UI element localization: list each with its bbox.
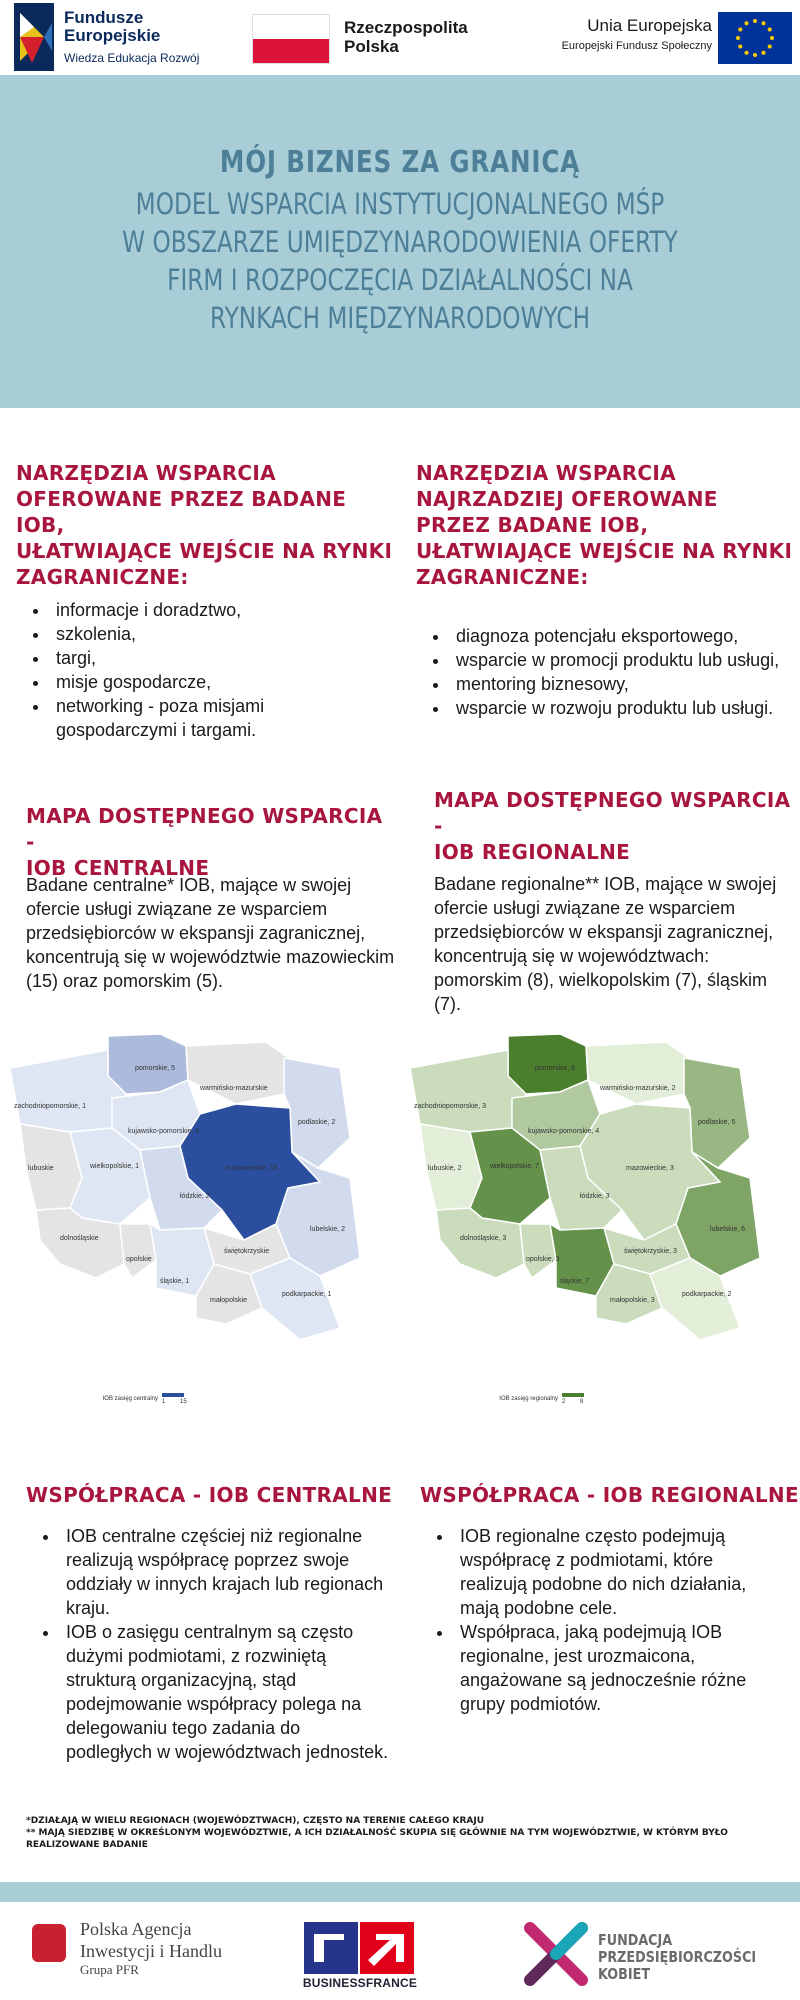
legend-max: 15: [180, 1399, 187, 1405]
tools-rare-list: [430, 624, 800, 720]
region-label: opolskie, 3: [526, 1256, 560, 1263]
list-item: • mentoring biznesowy,: [450, 672, 800, 696]
eu-star-icon: [738, 45, 742, 49]
region-label: podlaskie, 2: [298, 1119, 336, 1126]
businessfrance-name: BUSINESSFRANCE: [302, 1976, 418, 1990]
eu-star-icon: [745, 51, 749, 55]
region-label: opolskie: [126, 1256, 152, 1263]
region-label: zachodniopomorskie, 3: [414, 1103, 486, 1110]
ue-fund: Europejski Fundusz Społeczny: [561, 40, 712, 52]
businessfrance-logo: [300, 1918, 420, 1990]
region-label: śląskie, 1: [160, 1278, 190, 1285]
legend-bar: [162, 1393, 184, 1397]
region-label: zachodniopomorskie, 1: [14, 1103, 86, 1110]
region-label: łódzkie, 3: [580, 1193, 610, 1200]
footnotes: [26, 1815, 766, 1851]
region-label: wielkopolskie, 7: [490, 1163, 540, 1170]
region-label: małopolskie: [210, 1297, 247, 1304]
tools-offered-title: NARZĘDZIA WSPARCIA OFEROWANE PRZEZ BADANE IOB, UŁATWIAJĄCE WEJŚCIE NA RYNKI ZAGRANICZNE:: [16, 461, 393, 589]
list-item: • misje gospodarcze,: [50, 670, 370, 694]
ue-name: Unia Europejska: [587, 16, 712, 35]
fundacja-name: FUNDACJA PRZEDSIĘBIORCZOŚCI KOBIET: [598, 1931, 757, 1983]
region-label: warmińsko-mazurskie, 2: [600, 1085, 676, 1092]
region-label: dolnośląskie, 3: [460, 1235, 507, 1242]
region-label: śląskie, 7: [560, 1278, 590, 1285]
map-central: [0, 1028, 400, 1414]
eu-star-icon: [736, 36, 740, 40]
eu-star-icon: [753, 19, 757, 23]
eu-flag-icon: [718, 12, 792, 64]
page-title: MÓJ BIZNES ZA GRANICĄ: [219, 145, 581, 180]
eu-star-icon: [753, 53, 757, 57]
region-zachodniopomorskie: [10, 1050, 126, 1132]
paih-mark-icon: [32, 1924, 66, 1962]
coop-central-list: [40, 1524, 390, 1764]
fundacja-logo: [520, 1918, 780, 1990]
eu-star-icon: [745, 21, 749, 25]
list-item: • szkolenia,: [50, 622, 370, 646]
region-label: kujawsko-pomorskie, 1: [128, 1128, 200, 1135]
map-regional-description: Badane regionalne** IOB, mające w swojej ofercie usługi związane ze wsparciem przedsiębiorców w ekspansji zagranicznej, koncentrują się w województwach: pomorskim (8), wielkopolskim (7), śląskim (7).: [434, 874, 777, 1014]
businessfrance-mark-icon: [300, 1918, 420, 1974]
map-central-description: Badane centralne* IOB, mające w swojej ofercie usługi związane ze wsparciem przedsiębiorców w ekspansji zagranicznej, koncentrują się w województwie mazowieckim (15) oraz pomorskim (5).: [26, 875, 395, 991]
list-item: • informacje i doradztwo,: [50, 598, 370, 622]
region-label: kujawsko-pomorskie, 4: [528, 1128, 600, 1135]
region-label: podlaskie, 5: [698, 1119, 736, 1126]
tools-offered-list: [30, 598, 370, 742]
paih-logo: [30, 1918, 270, 1978]
list-item: • targi,: [50, 646, 370, 670]
list-item: • IOB regionalne często podejmują współpracę z podmiotami, które realizują podobne do nich działania, mają podobne cele.: [454, 1524, 774, 1620]
region-label: wielkopolskie, 1: [90, 1163, 140, 1170]
region-label: podkarpackie, 2: [682, 1291, 732, 1298]
region-podlaskie: [684, 1058, 750, 1168]
region-label: łódzkie, 2: [180, 1193, 210, 1200]
region-warmińsko-mazurskie: [586, 1042, 692, 1104]
region-warmińsko-mazurskie: [186, 1042, 292, 1104]
region-label: lubuskie: [28, 1165, 54, 1172]
eu-star-icon: [768, 28, 772, 32]
legend-bar: [562, 1393, 584, 1397]
paih-name: Polska Agencja Inwestycji i Handlu: [80, 1919, 222, 1961]
map-central-title: MAPA DOSTĘPNEGO WSPARCIA - IOB CENTRALNE: [26, 804, 383, 880]
legend-min: 1: [162, 1399, 166, 1405]
region-label: pomorskie, 8: [535, 1065, 576, 1072]
map-regional: [400, 1028, 800, 1414]
region-label: mazowieckie, 3: [626, 1165, 674, 1172]
page-subtitle: MODEL WSPARCIA INSTYTUCJONALNEGO MŚP W OBSZARZE UMIĘDZYNARODOWIENIA OFERTY FIRM I ROZPOCZĘCIA DZIAŁALNOŚCI NA RYNKACH MIĘDZYNARODOWYCH: [122, 187, 678, 335]
region-label: świętokrzyskie, 3: [624, 1248, 677, 1255]
list-item: • networking - poza misjami gospodarczymi i targami.: [50, 694, 370, 742]
footnote-regional: ** MAJĄ SIEDZIBĘ W OKREŚLONYM WOJEWÓDZTWIE, A ICH DZIAŁALNOŚĆ SKUPIA SIĘ GŁÓWNIE NA TYM WOJEWÓDZTWIE, W KTÓRYM BYŁO REALIZOWANE BADANIE: [26, 1828, 728, 1850]
region-label: pomorskie, 5: [135, 1065, 176, 1072]
region-zachodniopomorskie: [410, 1050, 526, 1132]
footnote-central: *DZIAŁAJĄ W WIELU REGIONACH (WOJEWÓDZTWACH), CZĘSTO NA TERENIE CAŁEGO KRAJU: [26, 1816, 485, 1826]
rp-name: Rzeczpospolita Polska: [344, 18, 468, 56]
eu-star-icon: [770, 36, 774, 40]
fundusze-europejskie-logo: [14, 3, 204, 73]
list-item: • Współpraca, jaką podejmują IOB regionalne, jest urozmaicona, angażowane są jednocześnie różne grupy podmiotów.: [454, 1620, 774, 1716]
list-item: • IOB centralne częściej niż regionalne realizują współpracę poprzez swoje oddziały w innych krajach lub regionach kraju.: [60, 1524, 390, 1620]
eu-star-icon: [738, 28, 742, 32]
eu-star-icon: [762, 21, 766, 25]
legend-min: 2: [562, 1399, 566, 1405]
legend-label: IOB zasięg regionalny: [499, 1396, 558, 1402]
fe-program: Wiedza Edukacja Rozwój: [64, 51, 200, 65]
tools-rare-title: NARZĘDZIA WSPARCIA NAJRZADZIEJ OFEROWANE PRZEZ BADANE IOB, UŁATWIAJĄCE WEJŚCIE NA RYNKI ZAGRANICZNE:: [416, 461, 793, 589]
coop-regional-list: [434, 1524, 774, 1716]
region-label: dolnośląskie: [60, 1235, 99, 1242]
legend-max: 8: [580, 1399, 584, 1405]
eu-star-icon: [768, 45, 772, 49]
region-label: małopolskie, 3: [610, 1297, 655, 1304]
region-podlaskie: [284, 1058, 350, 1168]
fe-name: Fundusze Europejskie: [64, 8, 161, 45]
fundacja-mark-icon: [520, 1918, 592, 1990]
legend-label: IOB zasięg centralny: [102, 1396, 158, 1402]
eu-star-icon: [762, 51, 766, 55]
region-label: lubelskie, 2: [310, 1226, 346, 1233]
region-label: podkarpackie, 1: [282, 1291, 332, 1298]
hero-banner: [0, 75, 800, 408]
list-item: • wsparcie w rozwoju produktu lub usługi.: [450, 696, 800, 720]
header-logos: [0, 0, 800, 75]
footer-band: [0, 1882, 800, 1902]
rzeczpospolita-logo: [252, 10, 492, 66]
paih-group: Grupa PFR: [80, 1962, 139, 1977]
region-label: lubuskie, 2: [428, 1165, 462, 1172]
region-label: warmińsko-mazurskie: [200, 1085, 268, 1092]
poland-flag-icon: [252, 14, 330, 64]
region-label: lubelskie, 6: [710, 1226, 746, 1233]
region-label: mazowieckie, 15: [226, 1165, 278, 1172]
unia-europejska-logo: [522, 12, 792, 68]
coop-central-title: WSPÓŁPRACA - IOB CENTRALNE: [26, 1483, 393, 1507]
region-label: świętokrzyskie: [224, 1248, 270, 1255]
fundusze-europejskie-mark-icon: [14, 3, 54, 71]
list-item: • IOB o zasięgu centralnym są często dużymi podmiotami, z rozwiniętą strukturą organizacyjną, stąd podejmowanie współpracy polega na delegowaniu tego zadania do podległych w województwach jednostek.: [60, 1620, 390, 1764]
list-item: • wsparcie w promocji produktu lub usługi,: [450, 648, 800, 672]
map-regional-title: MAPA DOSTĘPNEGO WSPARCIA - IOB REGIONALNE: [434, 788, 791, 864]
list-item: • diagnoza potencjału eksportowego,: [450, 624, 800, 648]
coop-regional-title: WSPÓŁPRACA - IOB REGIONALNE: [420, 1483, 799, 1507]
